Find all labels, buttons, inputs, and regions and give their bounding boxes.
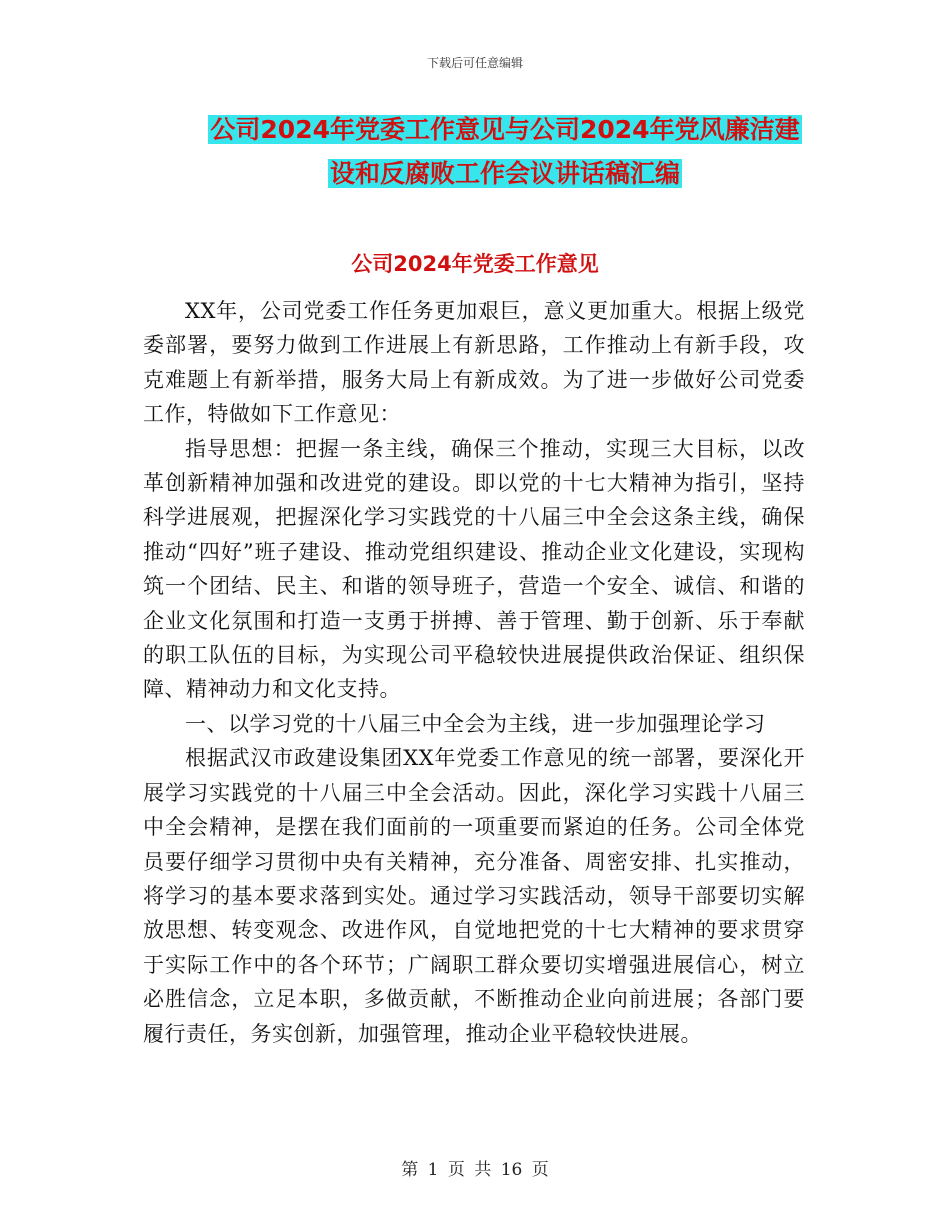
page-number-footer: 第 1 页 共 16 页	[401, 1160, 549, 1180]
document-title-line-2: 设和反腐败工作会议讲话稿汇编	[329, 159, 680, 188]
paragraph-intro: XX年，公司党委工作任务更加艰巨，意义更加重大。根据上级党委部署，要努力做到工作进展上有新思路，工作推动上有新手段，攻克难题上有新举措，服务大局上有新成效。为了进一步做好公司党委工作，特做如下工作意见：	[143, 299, 805, 427]
section-title: 公司2024年党委工作意见	[351, 252, 599, 276]
document-title-line-1: 公司2024年党委工作意见与公司2024年党风廉洁建	[210, 115, 800, 144]
document-title	[150, 108, 860, 196]
page-header-note: 下载后可任意编辑	[426, 56, 523, 70]
paragraph-heading-one: 一、以学习党的十八届三中全会为主线，进一步加强理论学习	[185, 711, 766, 736]
document-body	[143, 294, 805, 1051]
paragraph-guiding-thought: 指导思想：把握一条主线，确保三个推动，实现三大目标，以改革创新精神加强和改进党的建设。即以党的十七大精神为指引，坚持科学进展观，把握深化学习实践党的十八届三中全会这条主线，确保推动“四好”班子建设、推动党组织建设、推动企业文化建设，实现构筑一个团结、民主、和谐的领导班子，营造一个安全、诚信、和谐的企业文化氛围和打造一支勇于拼搏、善于管理、勤于创新、乐于奉献的职工队伍的目标，为实现公司平稳较快进展提供政治保证、组织保障、精神动力和文化支持。	[143, 436, 805, 702]
paragraph-study-deployment: 根据武汉市政建设集团XX年党委工作意见的统一部署，要深化开展学习实践党的十八届三中全会活动。因此，深化学习实践十八届三中全会精神，是摆在我们面前的一项重要而紧迫的任务。公司全体党员要仔细学习贯彻中央有关精神，充分准备、周密安排、扎实推动，将学习的基本要求落到实处。通过学习实践活动，领导干部要切实解放思想、转变观念、改进作风，自觉地把党的十七大精神的要求贯穿于实际工作中的各个环节；广阔职工群众要切实增强进展信心，树立必胜信念，立足本职，多做贡献，不断推动企业向前进展；各部门要履行责任，务实创新，加强管理，推动企业平稳较快进展。	[143, 746, 805, 1046]
